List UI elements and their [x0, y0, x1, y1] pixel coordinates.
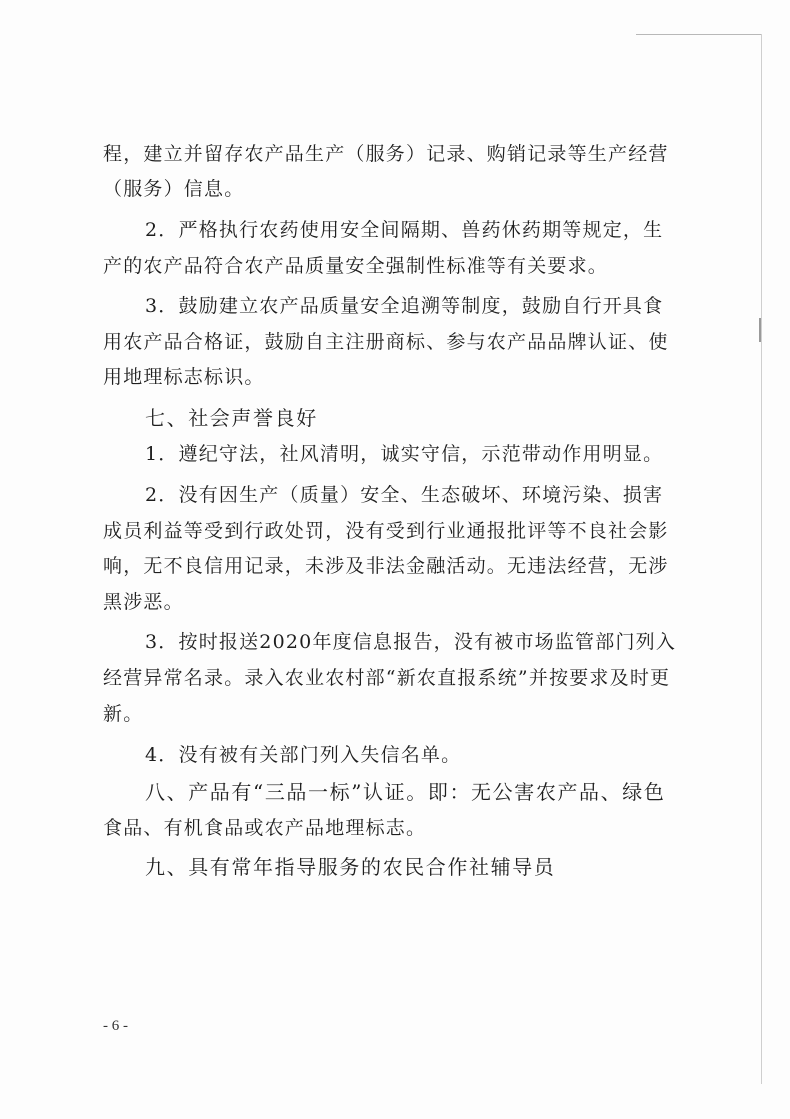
item-3-line-2: 用农产品合格证，鼓励自主注册商标、参与农产品品牌认证、使 — [103, 331, 669, 353]
section-9-heading: 九、具有常年指导服务的农民合作社辅导员 — [145, 855, 556, 879]
section-7-item-1: 1．遵纪守法，社风清明，诚实守信，示范带动作用明显。 — [145, 443, 664, 465]
section-7-item-3-line-2: 经营异常名录。录入农业农村部“新农直报系统”并按要求及时更 — [103, 667, 671, 689]
section-7-item-2-line-1: 2．没有因生产（质量）安全、生态破坏、环境污染、损害 — [145, 484, 664, 506]
body-line-1: 程，建立并留存农产品生产（服务）记录、购销记录等生产经营 — [103, 143, 669, 165]
body-line-2: （服务）信息。 — [103, 178, 245, 200]
item-3-line-3: 用地理标志标识。 — [103, 366, 265, 388]
section-7-heading: 七、社会声誉良好 — [145, 406, 318, 430]
scan-mark — [759, 318, 761, 342]
scan-edge-top — [636, 34, 762, 35]
page-number: - 6 - — [103, 1018, 128, 1034]
section-7-item-3-line-3: 新。 — [103, 703, 144, 725]
section-8-heading-line-1: 八、产品有“三品一标”认证。即：无公害农产品、绿色 — [145, 780, 666, 804]
section-7-item-3-line-1: 3．按时报送2020年度信息报告，没有被市场监管部门列入 — [145, 631, 677, 653]
section-7-item-2-line-2: 成员利益等受到行政处罚，没有受到行业通报批评等不良社会影 — [103, 520, 669, 542]
section-7-item-4: 4．没有被有关部门列入失信名单。 — [145, 744, 462, 766]
section-7-item-2-line-4: 黑涉恶。 — [103, 591, 184, 613]
section-8-heading-line-2: 食品、有机食品或农产品地理标志。 — [103, 817, 427, 839]
item-3-line-1: 3．鼓励建立农产品质量安全追溯等制度，鼓励自行开具食 — [145, 295, 664, 317]
item-2-line-2: 产的农产品符合农产品质量安全强制性标准等有关要求。 — [103, 255, 609, 277]
item-2-line-1: 2．严格执行农药使用安全间隔期、兽药休药期等规定，生 — [145, 219, 664, 241]
scan-edge-right — [761, 34, 762, 1084]
section-7-item-2-line-3: 响，无不良信用记录，未涉及非法金融活动。无违法经营，无涉 — [103, 555, 669, 577]
